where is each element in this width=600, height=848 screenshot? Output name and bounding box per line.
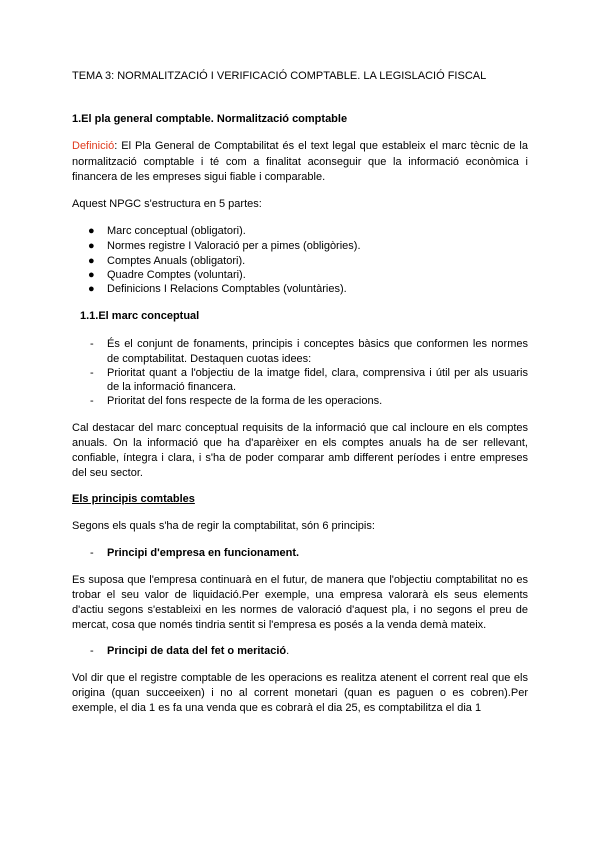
principles-intro: Segons els quals s'ha de regir la comptabilitat, són 6 principis: bbox=[72, 520, 375, 532]
definition-line-1: Definició: El Pla General de Comptabilitat és el text legal que estableix el marc tècnic de la bbox=[72, 140, 528, 152]
paragraph-line: mercat, cosa que només tindria sentit si l'empresa es posés a la venda demà mateix. bbox=[72, 619, 487, 631]
dash-icon: - bbox=[90, 645, 94, 657]
principle-title-meritacio: Principi de data del fet o meritació. bbox=[107, 645, 290, 657]
bullet-icon: ● bbox=[88, 283, 95, 295]
paragraph-line: confiable, íntegra i clara, i s'ha de poder comparar amb different períodes i entre empreses bbox=[72, 452, 528, 464]
paragraph-line: Vol dir que el registre comptable de les operacions es realitza atenent el corrent real que els bbox=[72, 672, 528, 684]
section-heading-marc-conceptual: 1.1.El marc conceptual bbox=[80, 310, 200, 322]
dash-icon: - bbox=[90, 338, 94, 350]
paragraph-line: Es suposa que l'empresa continuarà en el futur, de manera que l'objectiu comptabilitat no es bbox=[72, 574, 528, 586]
paragraph-line: anuals. On la informació que ha d'aparèixer en els comptes anuals ha de ser rellevant, bbox=[72, 437, 528, 449]
list-item: Definicions I Relacions Comptables (voluntàries). bbox=[107, 283, 347, 295]
dash-icon: - bbox=[90, 547, 94, 559]
list-item: Prioritat del fons respecte de la forma de les operacions. bbox=[107, 395, 383, 407]
principle-title-empresa: Principi d'empresa en funcionament. bbox=[107, 547, 300, 559]
bullet-icon: ● bbox=[88, 269, 95, 281]
bullet-icon: ● bbox=[88, 225, 95, 237]
list-item: Marc conceptual (obligatori). bbox=[107, 225, 246, 237]
paragraph-line: trobar el seu valor de liquidació.Per exemple, una empresa valorarà els seus elements bbox=[72, 589, 528, 601]
list-item-continuation: de comptabilitat. Destaquen cuotas idees: bbox=[107, 353, 312, 365]
section-heading-pla-general: 1.El pla general comptable. Normalització comptable bbox=[72, 113, 348, 125]
dash-icon: - bbox=[90, 367, 94, 379]
paragraph-line: d'actiu segons s'estableixi en les normes de valoració d'aquest pla, i no segons el preu de bbox=[72, 604, 528, 616]
paragraph-line: exemple, el dia 1 es fa una venda que es cobrarà el dia 25, es comptabilitza el dia 1 bbox=[72, 702, 482, 714]
list-item-continuation: de la informació financera. bbox=[107, 381, 237, 393]
list-item: Prioritat quant a l'objectiu de la imatge fidel, clara, comprensiva i útil per als usuaris bbox=[107, 367, 528, 379]
list-item: És el conjunt de fonaments, principis i conceptes bàsics que conformen les normes bbox=[107, 338, 528, 350]
paragraph-line: Cal destacar del marc conceptual requisits de la informació que cal incloure en els comptes bbox=[72, 422, 528, 434]
principles-heading: Els principis comtables bbox=[72, 493, 195, 505]
definition-label: Definició bbox=[72, 140, 115, 152]
structure-intro: Aquest NPGC s'estructura en 5 partes: bbox=[72, 198, 262, 210]
list-item: Quadre Comptes (voluntari). bbox=[107, 269, 246, 281]
dash-icon: - bbox=[90, 395, 94, 407]
paragraph-line: del seu sector. bbox=[72, 467, 143, 479]
definition-line-2: normalització comptable i té com a finalitat aconseguir que la informació econòmica i bbox=[72, 156, 528, 168]
definition-line-3: financera de les empreses sigui fiable i comparable. bbox=[72, 171, 326, 183]
list-item: Comptes Anuals (obligatori). bbox=[107, 255, 246, 267]
bullet-icon: ● bbox=[88, 240, 95, 252]
bullet-icon: ● bbox=[88, 255, 95, 267]
paragraph-line: origina (quan succeeixen) i no al corrent monetari (quan es paguen o es cobren).Per bbox=[72, 687, 528, 699]
document-title: TEMA 3: NORMALITZACIÓ I VERIFICACIÓ COMPTABLE. LA LEGISLACIÓ FISCAL bbox=[72, 70, 487, 82]
list-item: Normes registre I Valoració per a pimes (obligòries). bbox=[107, 240, 361, 252]
